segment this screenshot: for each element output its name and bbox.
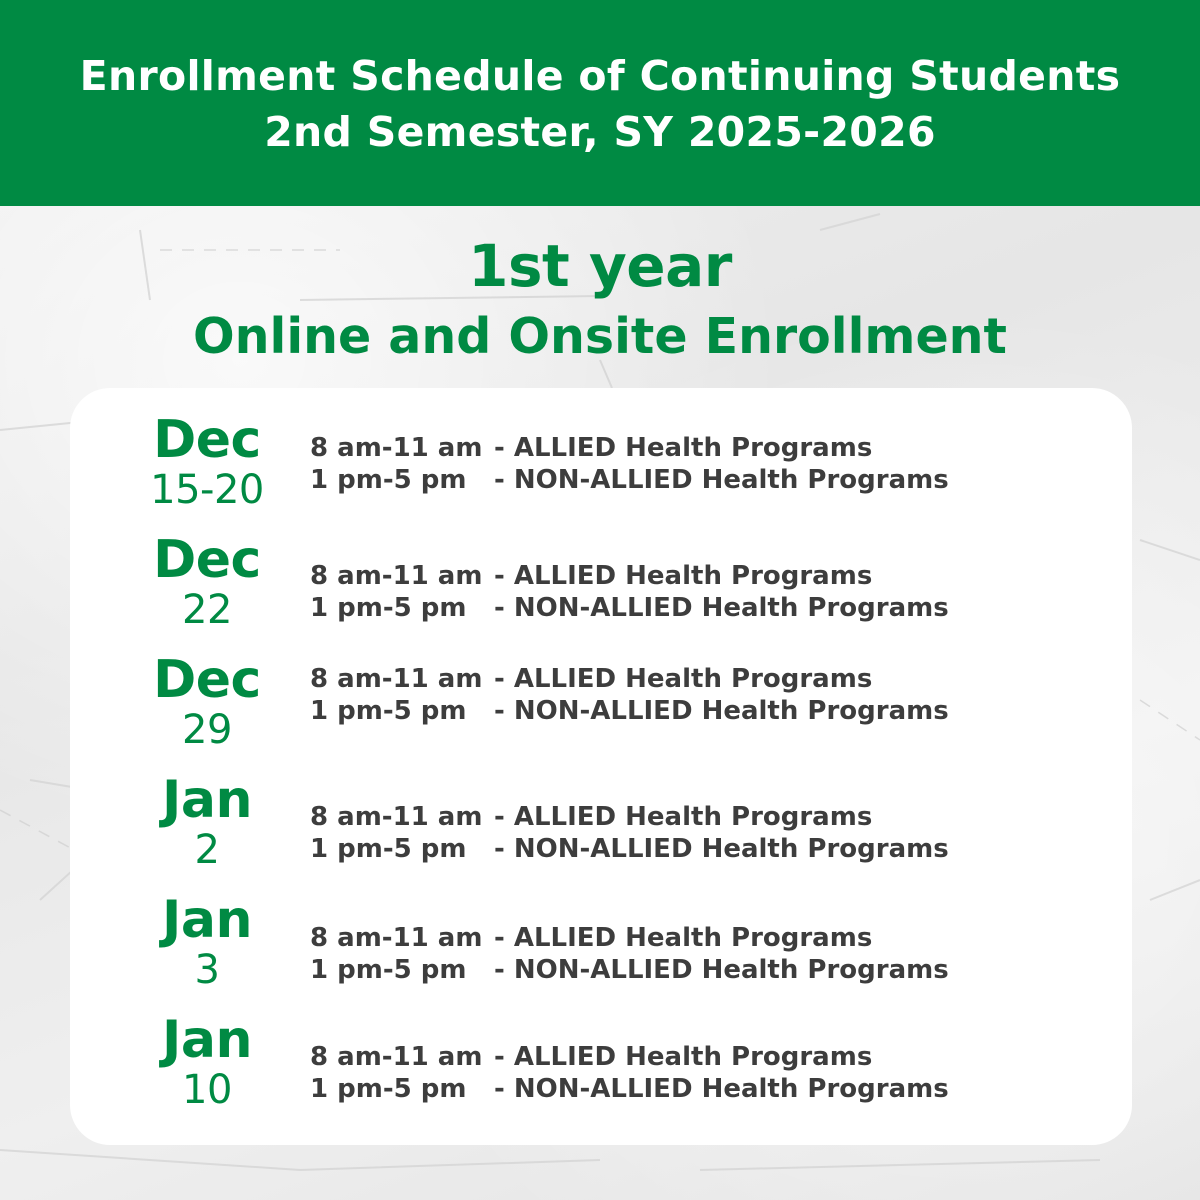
schedule-row <box>70 410 1132 530</box>
header-banner <box>0 0 1200 206</box>
slot-time: 1 pm-5 pm <box>310 1074 467 1104</box>
slot-program: - ALLIED Health Programs <box>494 1042 873 1072</box>
slot-time: 8 am-11 am <box>310 802 483 832</box>
date-days: 29 <box>182 707 232 753</box>
page-subtitle: 2nd Semester, SY 2025-2026 <box>264 108 936 156</box>
date-days: 2 <box>194 827 220 873</box>
slot-time: 1 pm-5 pm <box>310 696 467 726</box>
page-title: Enrollment Schedule of Continuing Students <box>79 52 1121 100</box>
date-month: Jan <box>162 1010 252 1070</box>
slot-time: 8 am-11 am <box>310 433 483 463</box>
slot-program: - ALLIED Health Programs <box>494 664 873 694</box>
schedule-row <box>70 530 1132 650</box>
date-days: 22 <box>182 587 232 633</box>
slot-time: 1 pm-5 pm <box>310 955 467 985</box>
date-month: Jan <box>162 770 252 830</box>
date-month: Dec <box>153 410 261 470</box>
slot-program: - ALLIED Health Programs <box>494 923 873 953</box>
slot-program: - NON-ALLIED Health Programs <box>494 696 949 726</box>
date-month: Jan <box>162 890 252 950</box>
date-days: 3 <box>194 947 220 993</box>
slot-program: - NON-ALLIED Health Programs <box>494 955 949 985</box>
slot-program: - ALLIED Health Programs <box>494 433 873 463</box>
enrollment-mode-heading: Online and Onsite Enrollment <box>193 308 1007 365</box>
date-month: Dec <box>153 650 261 710</box>
slot-program: - NON-ALLIED Health Programs <box>494 593 949 623</box>
date-month: Dec <box>153 530 261 590</box>
schedule-row <box>70 890 1132 1010</box>
slot-time: 8 am-11 am <box>310 561 483 591</box>
schedule-row <box>70 650 1132 770</box>
slot-program: - NON-ALLIED Health Programs <box>494 465 949 495</box>
slot-time: 1 pm-5 pm <box>310 465 467 495</box>
slot-program: - NON-ALLIED Health Programs <box>494 834 949 864</box>
slot-program: - ALLIED Health Programs <box>494 561 873 591</box>
schedule-card <box>70 388 1132 1145</box>
slot-program: - NON-ALLIED Health Programs <box>494 1074 949 1104</box>
slot-time: 8 am-11 am <box>310 923 483 953</box>
slot-time: 8 am-11 am <box>310 1042 483 1072</box>
schedule-row <box>70 1010 1132 1130</box>
date-days: 15-20 <box>150 467 264 513</box>
slot-time: 1 pm-5 pm <box>310 593 467 623</box>
year-heading: 1st year <box>468 232 732 300</box>
schedule-row <box>70 770 1132 890</box>
slot-time: 8 am-11 am <box>310 664 483 694</box>
slot-time: 1 pm-5 pm <box>310 834 467 864</box>
slot-program: - ALLIED Health Programs <box>494 802 873 832</box>
date-days: 10 <box>182 1067 232 1113</box>
